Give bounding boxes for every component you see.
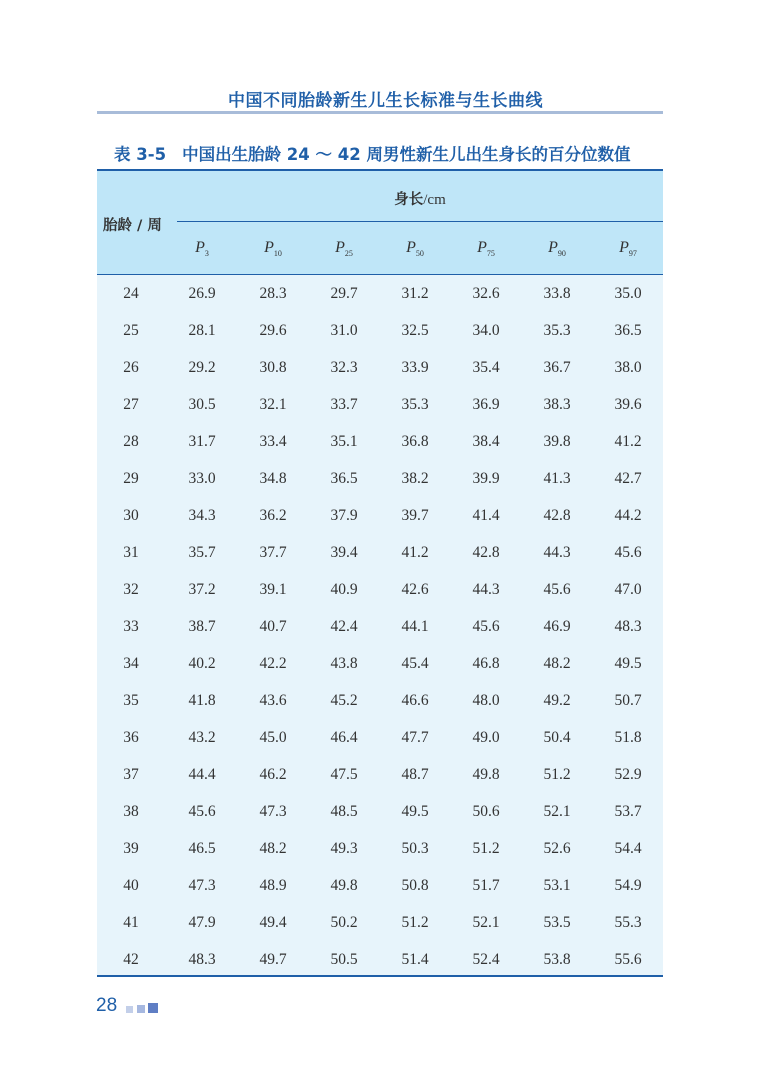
table-row: [97, 386, 663, 423]
table-row: [97, 645, 663, 682]
length-value-cell: 50.3: [401, 840, 429, 857]
length-value-cell: 42.2: [259, 655, 287, 672]
length-value-cell: 33.8: [543, 285, 571, 302]
length-value-cell: 28.3: [259, 285, 287, 302]
length-value-cell: 50.5: [330, 951, 358, 968]
percentile-letter: P: [619, 239, 629, 256]
length-value-cell: 51.2: [543, 766, 571, 783]
gestational-week-cell: 34: [123, 655, 139, 672]
column-header-p25: [314, 239, 374, 258]
length-value-cell: 50.7: [614, 692, 642, 709]
length-value-cell: 54.4: [614, 840, 642, 857]
gestational-week-cell: 40: [123, 877, 139, 894]
length-value-cell: 55.3: [614, 914, 642, 931]
length-value-cell: 38.7: [188, 618, 216, 635]
length-value-cell: 35.3: [543, 322, 571, 339]
percentile-subscript: 50: [415, 249, 424, 259]
gestational-week-cell: 26: [123, 359, 139, 376]
length-value-cell: 42.8: [543, 507, 571, 524]
length-value-cell: 36.7: [543, 359, 571, 376]
length-value-cell: 49.8: [330, 877, 358, 894]
percentile-letter: P: [195, 239, 205, 256]
length-value-cell: 49.0: [472, 729, 500, 746]
length-value-cell: 44.2: [614, 507, 642, 524]
gestational-week-cell: 29: [123, 470, 139, 487]
length-value-cell: 45.4: [401, 655, 429, 672]
length-value-cell: 41.2: [614, 433, 642, 450]
length-value-cell: 34.3: [188, 507, 216, 524]
length-value-cell: 35.4: [472, 359, 500, 376]
table-row: [97, 349, 663, 386]
column-header-p97: [598, 239, 658, 258]
length-value-cell: 50.2: [330, 914, 358, 931]
length-value-cell: 49.3: [330, 840, 358, 857]
length-value-cell: 31.0: [330, 322, 358, 339]
gestational-week-cell: 36: [123, 729, 139, 746]
percentile-letter: P: [477, 239, 487, 256]
length-value-cell: 29.2: [188, 359, 216, 376]
column-header-p90: [527, 239, 587, 258]
gestational-week-cell: 33: [123, 618, 139, 635]
length-value-cell: 36.5: [614, 322, 642, 339]
percentile-subscript: 75: [486, 249, 495, 259]
length-value-cell: 42.7: [614, 470, 642, 487]
length-value-cell: 34.8: [259, 470, 287, 487]
length-value-cell: 36.9: [472, 396, 500, 413]
length-value-cell: 53.7: [614, 803, 642, 820]
group-label-unit: /cm: [423, 192, 446, 208]
length-value-cell: 54.9: [614, 877, 642, 894]
length-value-cell: 53.1: [543, 877, 571, 894]
length-value-cell: 28.1: [188, 322, 216, 339]
percentile-letter: P: [406, 239, 416, 256]
percentile-table: [97, 169, 663, 977]
gestational-week-cell: 32: [123, 581, 139, 598]
gestational-week-cell: 28: [123, 433, 139, 450]
gestational-week-cell: 37: [123, 766, 139, 783]
length-value-cell: 43.6: [259, 692, 287, 709]
length-value-cell: 29.7: [330, 285, 358, 302]
table-row: [97, 460, 663, 497]
column-header-p10: [243, 239, 303, 258]
header-divider: [97, 111, 663, 114]
length-value-cell: 40.2: [188, 655, 216, 672]
footer-square-medium: [137, 1005, 145, 1013]
length-value-cell: 47.7: [401, 729, 429, 746]
length-value-cell: 32.3: [330, 359, 358, 376]
length-value-cell: 49.5: [614, 655, 642, 672]
length-value-cell: 52.1: [472, 914, 500, 931]
length-value-cell: 40.9: [330, 581, 358, 598]
footer-square-small: [126, 1006, 133, 1013]
table-row: [97, 756, 663, 793]
gestational-week-cell: 35: [123, 692, 139, 709]
length-value-cell: 48.9: [259, 877, 287, 894]
percentile-subscript: 97: [628, 249, 637, 259]
table-row: [97, 571, 663, 608]
length-value-cell: 48.3: [614, 618, 642, 635]
length-value-cell: 39.6: [614, 396, 642, 413]
length-value-cell: 46.9: [543, 618, 571, 635]
table-number: 表 3-5: [114, 145, 167, 164]
gestational-week-cell: 31: [123, 544, 139, 561]
length-value-cell: 36.5: [330, 470, 358, 487]
percentile-letter: P: [335, 239, 345, 256]
length-value-cell: 32.1: [259, 396, 287, 413]
length-value-cell: 45.6: [543, 581, 571, 598]
column-group-divider: [177, 221, 663, 222]
gestational-week-cell: 30: [123, 507, 139, 524]
length-value-cell: 37.7: [259, 544, 287, 561]
table-row: [97, 793, 663, 830]
length-value-cell: 46.5: [188, 840, 216, 857]
percentile-letter: P: [548, 239, 558, 256]
length-value-cell: 33.4: [259, 433, 287, 450]
length-value-cell: 33.7: [330, 396, 358, 413]
length-value-cell: 45.0: [259, 729, 287, 746]
length-value-cell: 52.9: [614, 766, 642, 783]
footer-square-large: [148, 1003, 158, 1013]
length-value-cell: 44.1: [401, 618, 429, 635]
length-value-cell: 44.4: [188, 766, 216, 783]
gestational-week-cell: 24: [123, 285, 139, 302]
length-value-cell: 40.7: [259, 618, 287, 635]
length-value-cell: 37.9: [330, 507, 358, 524]
length-value-cell: 51.4: [401, 951, 429, 968]
length-value-cell: 41.8: [188, 692, 216, 709]
length-value-cell: 45.6: [472, 618, 500, 635]
length-value-cell: 48.2: [543, 655, 571, 672]
table-title: 中国出生胎龄 24 ～ 42 周男性新生儿出生身长的百分位数值: [182, 145, 631, 164]
length-value-cell: 30.8: [259, 359, 287, 376]
length-value-cell: 46.4: [330, 729, 358, 746]
length-value-cell: 44.3: [472, 581, 500, 598]
length-value-cell: 37.2: [188, 581, 216, 598]
table-row: [97, 423, 663, 460]
length-value-cell: 38.3: [543, 396, 571, 413]
table-row: [97, 867, 663, 904]
table-row: [97, 608, 663, 645]
length-value-cell: 35.3: [401, 396, 429, 413]
length-value-cell: 34.0: [472, 322, 500, 339]
length-value-cell: 46.6: [401, 692, 429, 709]
column-header-p75: [456, 239, 516, 258]
length-value-cell: 52.4: [472, 951, 500, 968]
percentile-subscript: 3: [204, 249, 209, 259]
table-row: [97, 904, 663, 941]
length-value-cell: 29.6: [259, 322, 287, 339]
length-value-cell: 42.4: [330, 618, 358, 635]
length-value-cell: 51.2: [472, 840, 500, 857]
table-row: [97, 312, 663, 349]
length-value-cell: 31.2: [401, 285, 429, 302]
length-value-cell: 26.9: [188, 285, 216, 302]
length-value-cell: 36.8: [401, 433, 429, 450]
length-value-cell: 47.3: [259, 803, 287, 820]
table-header: [97, 171, 663, 275]
gestational-week-cell: 27: [123, 396, 139, 413]
length-value-cell: 44.3: [543, 544, 571, 561]
length-value-cell: 35.7: [188, 544, 216, 561]
length-value-cell: 50.4: [543, 729, 571, 746]
length-value-cell: 41.2: [401, 544, 429, 561]
length-value-cell: 30.5: [188, 396, 216, 413]
length-value-cell: 31.7: [188, 433, 216, 450]
percentile-subscript: 25: [344, 249, 353, 259]
length-value-cell: 38.4: [472, 433, 500, 450]
group-label-text: 身长: [394, 192, 424, 208]
length-value-cell: 50.8: [401, 877, 429, 894]
percentile-letter: P: [264, 239, 274, 256]
table-row: [97, 534, 663, 571]
length-value-cell: 48.5: [330, 803, 358, 820]
length-value-cell: 53.5: [543, 914, 571, 931]
length-value-cell: 39.9: [472, 470, 500, 487]
table-row: [97, 830, 663, 867]
page-number: 28: [96, 995, 118, 1016]
table-row: [97, 719, 663, 756]
length-value-cell: 35.0: [614, 285, 642, 302]
length-value-cell: 48.0: [472, 692, 500, 709]
length-value-cell: 49.8: [472, 766, 500, 783]
gestational-week-cell: 25: [123, 322, 139, 339]
length-value-cell: 39.1: [259, 581, 287, 598]
length-value-cell: 36.2: [259, 507, 287, 524]
gestational-week-cell: 38: [123, 803, 139, 820]
length-value-cell: 50.6: [472, 803, 500, 820]
length-value-cell: 45.6: [188, 803, 216, 820]
gestational-week-cell: 39: [123, 840, 139, 857]
length-value-cell: 47.3: [188, 877, 216, 894]
length-value-cell: 51.2: [401, 914, 429, 931]
column-header-p50: [385, 239, 445, 258]
running-header-title: 中国不同胎龄新生儿生长标准与生长曲线: [228, 91, 543, 111]
length-value-cell: 32.5: [401, 322, 429, 339]
table-row: [97, 941, 663, 978]
percentile-subscript: 90: [557, 249, 566, 259]
length-value-cell: 42.6: [401, 581, 429, 598]
length-value-cell: 52.6: [543, 840, 571, 857]
length-value-cell: 39.7: [401, 507, 429, 524]
table-row: [97, 682, 663, 719]
column-header-p3: [172, 239, 232, 258]
length-value-cell: 49.2: [543, 692, 571, 709]
gestational-week-cell: 42: [123, 951, 139, 968]
length-value-cell: 51.7: [472, 877, 500, 894]
length-value-cell: 48.3: [188, 951, 216, 968]
length-value-cell: 49.4: [259, 914, 287, 931]
length-value-cell: 39.4: [330, 544, 358, 561]
row-header-label: 胎龄 / 周: [103, 218, 162, 234]
length-value-cell: 33.0: [188, 470, 216, 487]
table-row: [97, 497, 663, 534]
length-value-cell: 45.6: [614, 544, 642, 561]
length-value-cell: 39.8: [543, 433, 571, 450]
length-value-cell: 49.7: [259, 951, 287, 968]
length-value-cell: 32.6: [472, 285, 500, 302]
length-value-cell: 38.2: [401, 470, 429, 487]
length-value-cell: 48.2: [259, 840, 287, 857]
length-value-cell: 47.5: [330, 766, 358, 783]
length-value-cell: 41.3: [543, 470, 571, 487]
length-value-cell: 46.2: [259, 766, 287, 783]
length-value-cell: 35.1: [330, 433, 358, 450]
length-value-cell: 53.8: [543, 951, 571, 968]
length-value-cell: 49.5: [401, 803, 429, 820]
length-value-cell: 47.0: [614, 581, 642, 598]
percentile-subscript: 10: [273, 249, 282, 259]
table-caption: [114, 141, 630, 165]
length-value-cell: 52.1: [543, 803, 571, 820]
length-value-cell: 33.9: [401, 359, 429, 376]
length-value-cell: 41.4: [472, 507, 500, 524]
length-value-cell: 42.8: [472, 544, 500, 561]
length-value-cell: 51.8: [614, 729, 642, 746]
length-value-cell: 46.8: [472, 655, 500, 672]
length-value-cell: 55.6: [614, 951, 642, 968]
length-value-cell: 45.2: [330, 692, 358, 709]
length-value-cell: 43.2: [188, 729, 216, 746]
length-value-cell: 48.7: [401, 766, 429, 783]
length-value-cell: 43.8: [330, 655, 358, 672]
gestational-week-cell: 41: [123, 914, 139, 931]
table-row: [97, 275, 663, 312]
column-group-label: [177, 188, 663, 209]
length-value-cell: 47.9: [188, 914, 216, 931]
length-value-cell: 38.0: [614, 359, 642, 376]
